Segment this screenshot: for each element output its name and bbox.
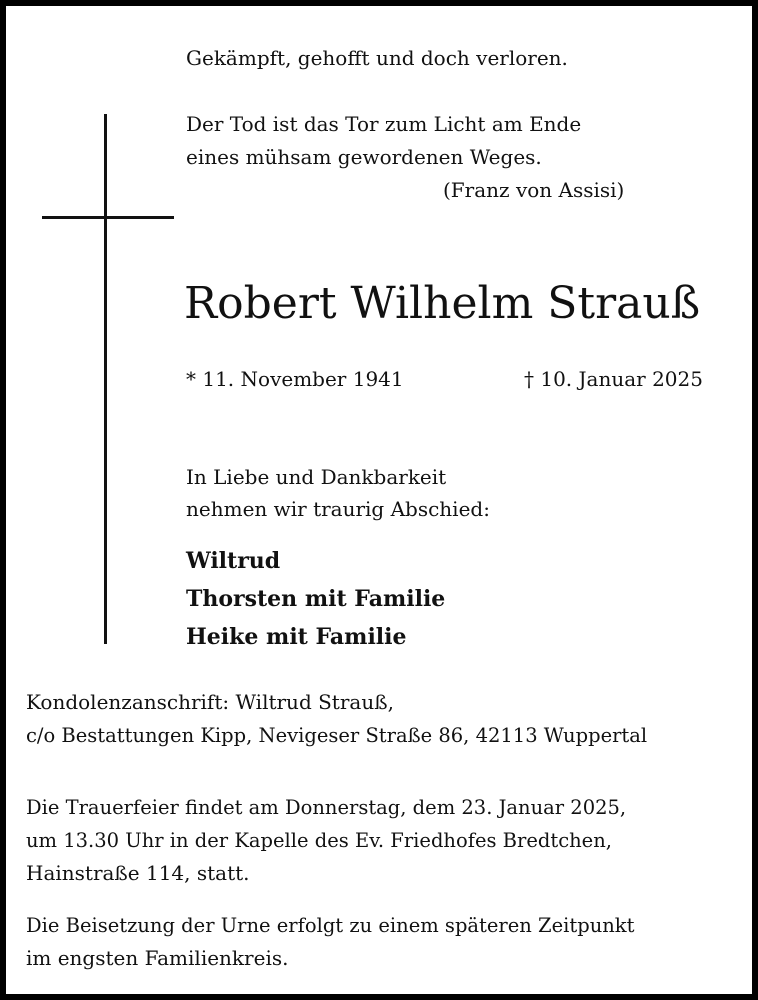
service-line-2: um 13.30 Uhr in der Kapelle des Ev. Friedhofes Bredtchen, — [26, 829, 612, 852]
burial-line-2: im engsten Familienkreis. — [26, 946, 289, 970]
cross-icon — [104, 114, 107, 644]
quote-line-2: eines mühsam gewordenen Weges. — [186, 145, 542, 169]
cross-icon-bar — [42, 216, 174, 219]
deceased-name: Robert Wilhelm Strauß — [184, 278, 701, 329]
quote-author: (Franz von Assisi) — [443, 178, 625, 202]
death-date: † 10. Januar 2025 — [524, 367, 703, 391]
motto: Gekämpft, gehofft und doch verloren. — [186, 46, 568, 70]
birth-date: * 11. November 1941 — [186, 367, 404, 391]
service-line-3: Hainstraße 114, statt. — [26, 861, 250, 885]
mourner-name: Wiltrud — [186, 548, 281, 574]
condolence-line-2: c/o Bestattungen Kipp, Nevigeser Straße 86, 42113 Wuppertal — [26, 724, 648, 747]
quote-line-1: Der Tod ist das Tor zum Licht am Ende — [186, 112, 582, 136]
farewell-line-2: nehmen wir traurig Abschied: — [186, 497, 490, 521]
service-line-1: Die Trauerfeier findet am Donnerstag, dem 23. Januar 2025, — [26, 796, 627, 819]
mourner-name: Thorsten mit Familie — [186, 586, 446, 612]
condolence-line-1: Kondolenzanschrift: Wiltrud Strauß, — [26, 690, 394, 714]
mourner-name: Heike mit Familie — [186, 624, 407, 650]
farewell-line-1: In Liebe und Dankbarkeit — [186, 465, 447, 489]
burial-line-1: Die Beisetzung der Urne erfolgt zu einem späteren Zeitpunkt — [26, 914, 635, 937]
